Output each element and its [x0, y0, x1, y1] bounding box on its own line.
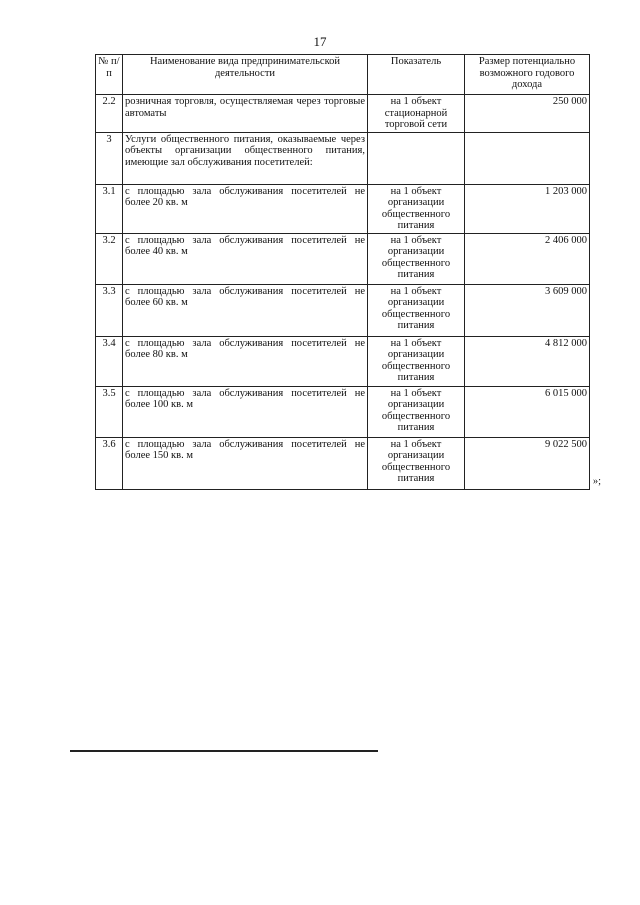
row-indicator: на 1 объект организации общественного питания [368, 386, 465, 437]
page-number: 17 [313, 34, 327, 49]
header-indicator: Показатель [368, 55, 465, 95]
row-num: 3 [96, 132, 123, 184]
row-amount: 6 015 000 [465, 386, 590, 437]
header-amount: Размер потенциально возможного годового дохода [465, 55, 590, 95]
row-name: с площадью зала обслуживания посетителей не более 20 кв. м [123, 184, 368, 233]
row-amount [465, 437, 601, 489]
table-row [96, 132, 590, 184]
table-header-row [96, 55, 590, 95]
row-name: с площадью зала обслуживания посетителей не более 100 кв. м [123, 386, 368, 437]
table-row [96, 437, 590, 489]
row-num: 3.6 [96, 437, 123, 489]
row-name: с площадью зала обслуживания посетителей не более 60 кв. м [123, 284, 368, 336]
row-name: с площадью зала обслуживания посетителей не более 40 кв. м [123, 233, 368, 284]
row-indicator [368, 132, 465, 184]
row-indicator: на 1 объект организации общественного питания [368, 336, 465, 386]
table-row [96, 284, 590, 336]
header-num: № п/п [96, 55, 123, 95]
table-row [96, 336, 590, 386]
row-num: 2.2 [96, 95, 123, 133]
header-name: Наименование вида предпринимательской деятельности [123, 55, 368, 95]
row-amount: 250 000 [465, 95, 590, 133]
row-indicator: на 1 объект организации общественного питания [368, 233, 465, 284]
row-num: 3.3 [96, 284, 123, 336]
row-name: с площадью зала обслуживания посетителей не более 150 кв. м [123, 437, 368, 489]
row-amount: 2 406 000 [465, 233, 590, 284]
row-num: 3.2 [96, 233, 123, 284]
row-name: с площадью зала обслуживания посетителей не более 80 кв. м [123, 336, 368, 386]
row-amount-value: 9 022 500 [545, 438, 587, 450]
table-row [96, 386, 590, 437]
row-indicator: на 1 объект организации общественного питания [368, 437, 465, 489]
row-amount: 4 812 000 [465, 336, 590, 386]
closing-quote: »; [592, 476, 601, 487]
row-num: 3.5 [96, 386, 123, 437]
table-row [96, 95, 590, 133]
row-num: 3.1 [96, 184, 123, 233]
row-name: розничная торговля, осуществляемая через торговые автоматы [123, 95, 368, 133]
footer-rule [70, 750, 378, 752]
income-table [95, 54, 601, 490]
row-indicator: на 1 объект организации общественного питания [368, 284, 465, 336]
row-indicator: на 1 объект стационарной торговой сети [368, 95, 465, 133]
row-amount: 3 609 000 [465, 284, 590, 336]
row-indicator: на 1 объект организации общественного питания [368, 184, 465, 233]
row-amount: 1 203 000 [465, 184, 590, 233]
row-name: Услуги общественного питания, оказываемые через объекты организации общественного питания, имеющие зал обслуживания посетителей: [123, 132, 368, 184]
table-row [96, 184, 590, 233]
table-row [96, 233, 590, 284]
row-num: 3.4 [96, 336, 123, 386]
row-amount [465, 132, 590, 184]
